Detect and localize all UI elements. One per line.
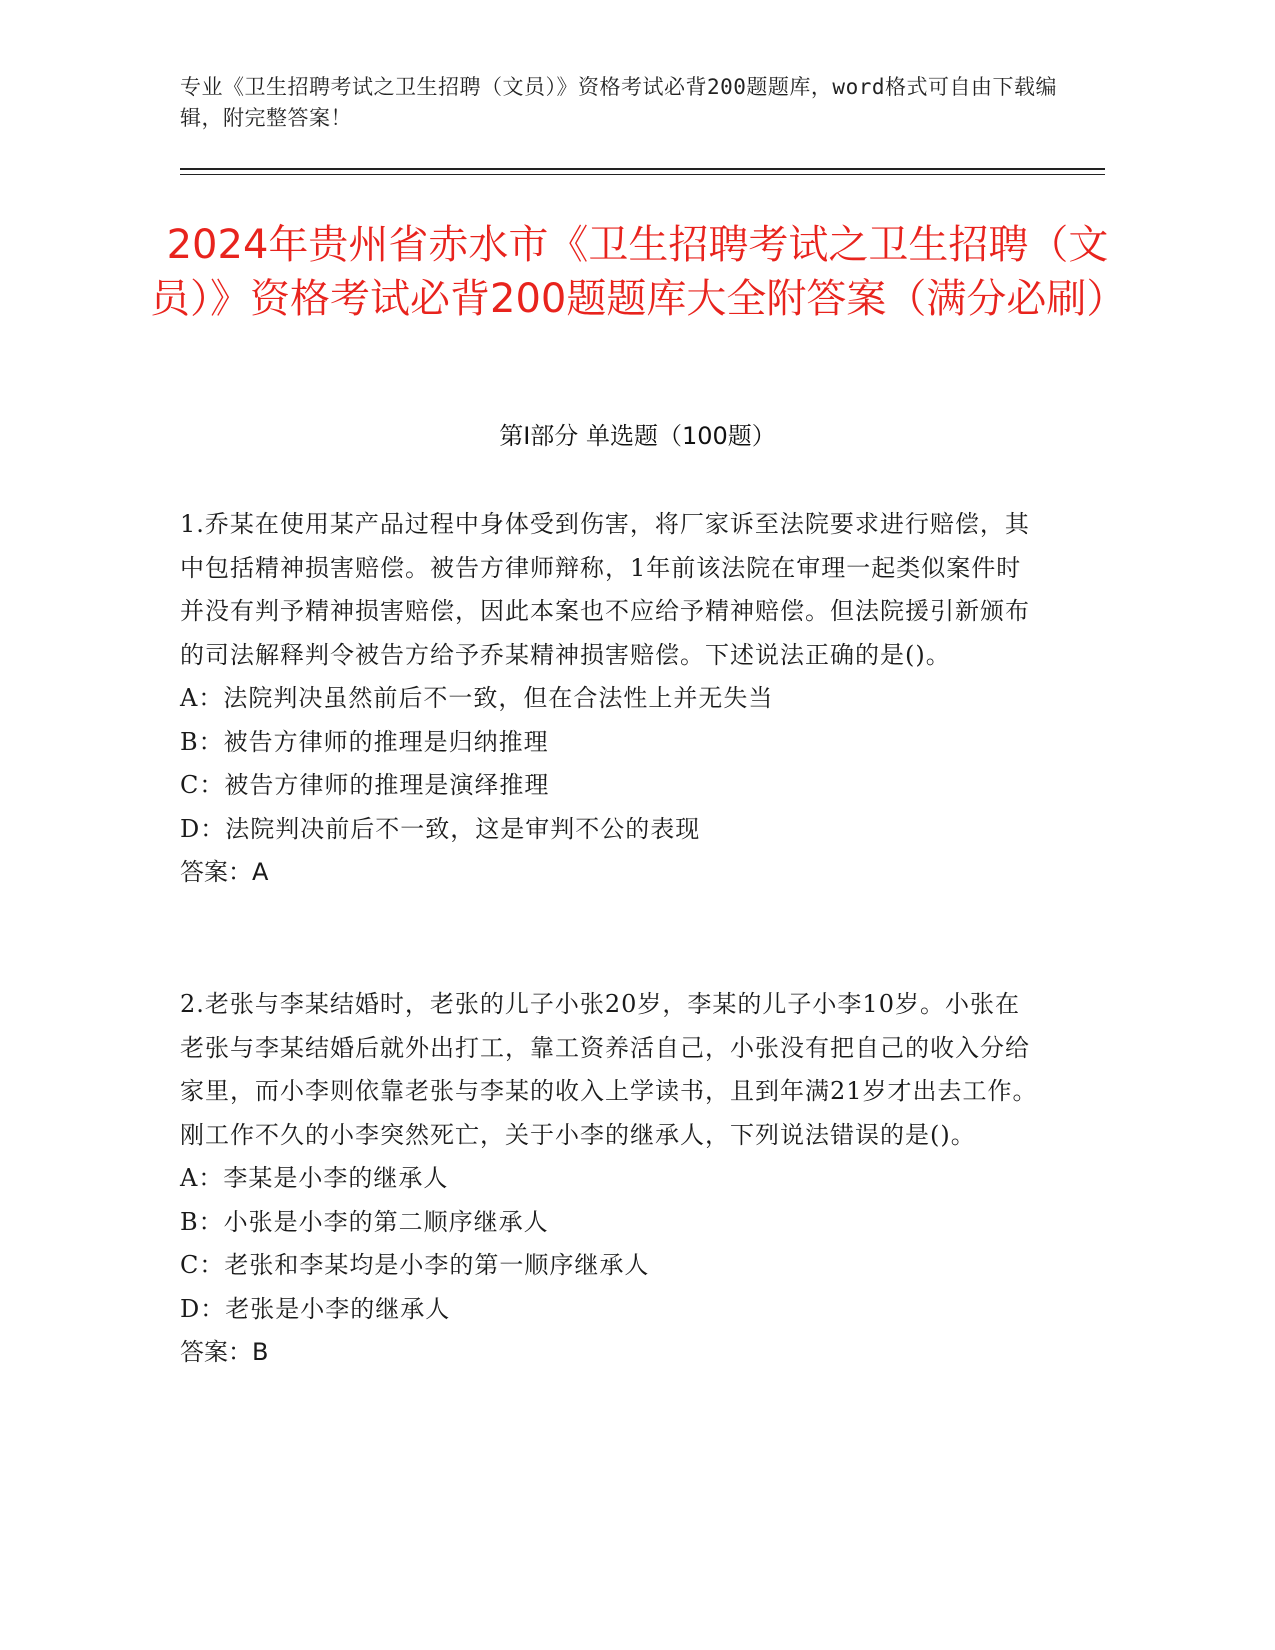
option-b: B：小张是小李的第二顺序继承人 xyxy=(180,1207,549,1236)
question-stem: 2.老张与李某结婚时，老张的儿子小张20岁，李某的儿子小李10岁。小张在老张与李某结婚后就外出打工，靠工资养活自己，小张没有把自己的收入分给家里，而小李则依靠老张与李某的收入上学读书，且到年满21岁才出去工作。刚工作不久的小李突然死亡，关于小李的继承人，下列说法错误的是()。 xyxy=(180,990,1038,1149)
section-heading: 第I部分 单选题（100题） xyxy=(499,422,776,450)
question-block xyxy=(180,503,1040,895)
option-d: D：法院判决前后不一致，这是审判不公的表现 xyxy=(180,814,701,843)
header-divider-thick xyxy=(180,168,1105,170)
option-c: C：被告方律师的推理是演绎推理 xyxy=(180,771,550,799)
question-stem: 1.乔某在使用某产品过程中身体受到伤害，将厂家诉至法院要求进行赔偿，其中包括精神损害赔偿。被告方律师辩称，1年前该法院在审理一起类似案件时并没有判予精神损害赔偿，因此本案也不应给予精神赔偿。但法院援引新颁布的司法解释判令被告方给予乔某精神损害赔偿。下述说法正确的是()。 xyxy=(180,510,1030,669)
option-d: D：老张是小李的继承人 xyxy=(180,1294,451,1323)
header-divider-thin xyxy=(180,174,1105,175)
option-c: C：老张和李某均是小李的第一顺序继承人 xyxy=(180,1251,650,1279)
answer-line: 答案：A xyxy=(180,858,269,886)
question-block xyxy=(180,983,1040,1375)
document-title: 2024年贵州省赤水市《卫生招聘考试之卫生招聘（文员）》资格考试必背200题题库大全附答案（满分必刷） xyxy=(150,222,1127,322)
option-a: A：李某是小李的继承人 xyxy=(180,1164,449,1192)
option-b: B：被告方律师的推理是归纳推理 xyxy=(180,727,549,756)
answer-line: 答案：B xyxy=(180,1338,269,1366)
option-a: A：法院判决虽然前后不一致，但在合法性上并无失当 xyxy=(180,684,774,712)
header-note: 专业《卫生招聘考试之卫生招聘（文员）》资格考试必背200题题库，word格式可自由下载编辑，附完整答案！ xyxy=(180,75,1057,130)
